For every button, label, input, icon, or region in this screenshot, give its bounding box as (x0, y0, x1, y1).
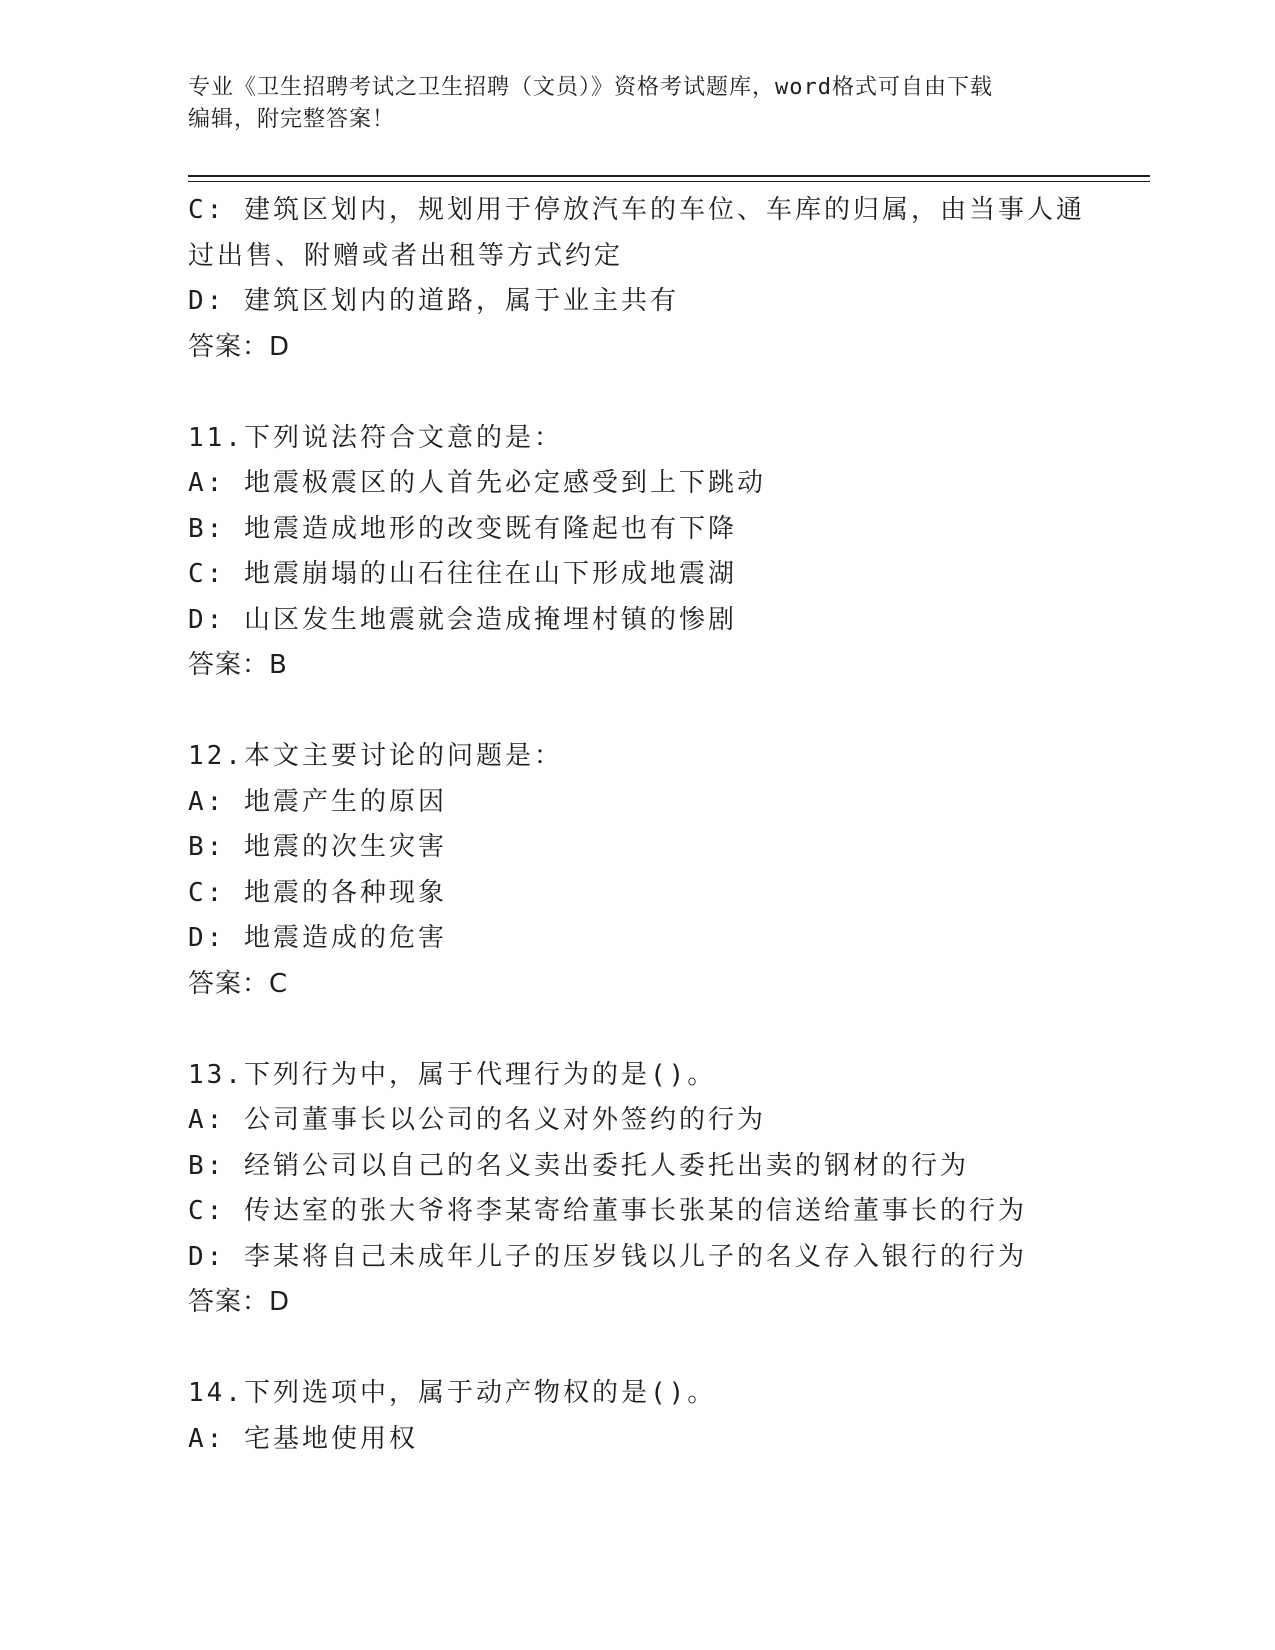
spacer (188, 689, 1118, 735)
option-a: A: 地震极震区的人首先必定感受到上下跳动 (188, 468, 766, 498)
question-11 (188, 416, 1118, 689)
header-line-2: 编辑，附完整答案！ (188, 107, 396, 132)
question-list (188, 188, 1118, 1462)
option-d: D: 李某将自己未成年儿子的压岁钱以儿子的名义存入银行的行为 (188, 1241, 1027, 1272)
spacer (188, 1326, 1118, 1372)
option-b: B: 地震造成地形的改变既有隆起也有下降 (188, 513, 737, 544)
spacer (188, 370, 1118, 416)
answer-line: 答案：D (188, 1287, 291, 1317)
partial-question (188, 188, 1118, 370)
answer-line: 答案：B (188, 650, 288, 680)
option-c: C: 地震崩塌的山石往往在山下形成地震湖 (188, 559, 737, 589)
option-c: C: 地震的各种现象 (188, 877, 447, 908)
header-line-1: 专业《卫生招聘考试之卫生招聘（文员）》资格考试题库，word格式可自由下载 (188, 75, 993, 100)
option-d: D: 地震造成的危害 (188, 923, 447, 953)
option-c: C: 传达室的张大爷将李某寄给董事长张某的信送给董事长的行为 (188, 1196, 1027, 1226)
header-rule-thick (188, 175, 1150, 177)
option-c: C: 建筑区划内，规划用于停放汽车的车位、车库的归属，由当事人通 (188, 195, 1085, 225)
option-a: A: 宅基地使用权 (188, 1423, 418, 1454)
answer-line: 答案：C (188, 968, 289, 999)
option-c-continued: 过出售、附赠或者出租等方式约定 (188, 240, 624, 271)
question-stem: 11.下列说法符合文意的是： (188, 422, 563, 453)
question-14 (188, 1371, 1118, 1462)
question-12 (188, 734, 1118, 1007)
question-stem: 14.下列选项中，属于动产物权的是()。 (188, 1378, 717, 1408)
question-stem: 13.下列行为中，属于代理行为的是()。 (188, 1059, 717, 1090)
option-b: B: 地震的次生灾害 (188, 832, 447, 862)
option-a: A: 地震产生的原因 (188, 786, 447, 817)
header-rule-thin (188, 181, 1150, 182)
option-b: B: 经销公司以自己的名义卖出委托人委托出卖的钢材的行为 (188, 1150, 969, 1181)
option-a: A: 公司董事长以公司的名义对外签约的行为 (188, 1105, 766, 1135)
option-d: D: 建筑区划内的道路，属于业主共有 (188, 286, 679, 316)
option-d: D: 山区发生地震就会造成掩埋村镇的惨剧 (188, 604, 737, 635)
spacer (188, 1007, 1118, 1053)
question-13 (188, 1053, 1118, 1326)
document-header (188, 72, 1068, 136)
answer-line: 答案：D (188, 331, 291, 362)
question-stem: 12.本文主要讨论的问题是： (188, 741, 563, 771)
